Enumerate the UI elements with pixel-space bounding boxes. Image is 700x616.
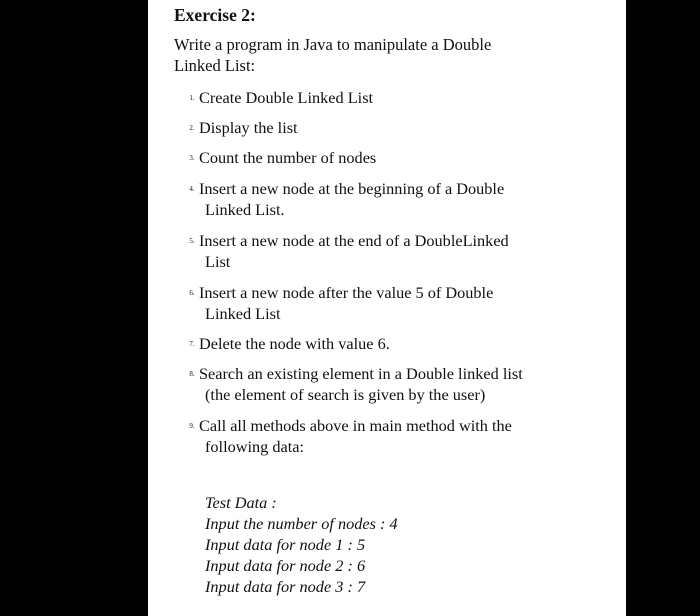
list-item-line: Insert a new node after the value 5 of Double [199, 283, 494, 302]
list-item-number: 5. [189, 237, 195, 245]
document-page [148, 0, 626, 616]
list-item-line: List [205, 252, 231, 271]
list-item-number: 6. [189, 289, 195, 297]
list-item-text [199, 178, 609, 220]
list-item-line: Create Double Linked List [199, 88, 374, 107]
list-item-text [199, 333, 609, 354]
list-item-number: 8. [189, 370, 195, 378]
list-item-line: Count the number of nodes [199, 148, 377, 167]
list-item-number: 7. [189, 340, 195, 348]
list-item-text [199, 87, 609, 108]
list-item-text [199, 230, 609, 272]
list-item-text [199, 117, 609, 138]
list-item-text [199, 415, 609, 457]
list-item-line: (the element of search is given by the user) [205, 385, 486, 404]
intro-line: Linked List: [174, 56, 256, 75]
test-data-line: Input data for node 1 : 5 [205, 535, 366, 554]
list-item-line: Search an existing element in a Double linked list [199, 364, 523, 383]
test-data-line: Input data for node 2 : 6 [205, 556, 366, 575]
test-data-block [205, 492, 398, 597]
test-data-line: Input data for node 3 : 7 [205, 577, 366, 596]
intro-line: Write a program in Java to manipulate a Double [174, 35, 492, 54]
list-item-text [199, 363, 609, 405]
list-item-line: Linked List. [205, 200, 285, 219]
list-item-line: Insert a new node at the beginning of a Double [199, 179, 505, 198]
list-item-text [199, 282, 609, 324]
list-item-line: Insert a new node at the end of a DoubleLinked [199, 231, 509, 250]
list-item-number: 1. [189, 94, 195, 102]
list-item-number: 9. [189, 422, 195, 430]
list-item-line: Display the list [199, 118, 298, 137]
list-item-line: Call all methods above in main method with the [199, 416, 512, 435]
list-item-line: Delete the node with value 6. [199, 334, 390, 353]
test-data-heading: Test Data : [205, 493, 277, 512]
test-data-line: Input the number of nodes : 4 [205, 514, 398, 533]
list-item-text [199, 147, 609, 168]
list-item-number: 3. [189, 154, 195, 162]
list-item-number: 2. [189, 124, 195, 132]
list-item-number: 4. [189, 185, 195, 193]
exercise-intro [174, 34, 604, 76]
list-item-line: Linked List [205, 304, 281, 323]
exercise-title: Exercise 2: [174, 5, 256, 25]
list-item-line: following data: [205, 437, 305, 456]
